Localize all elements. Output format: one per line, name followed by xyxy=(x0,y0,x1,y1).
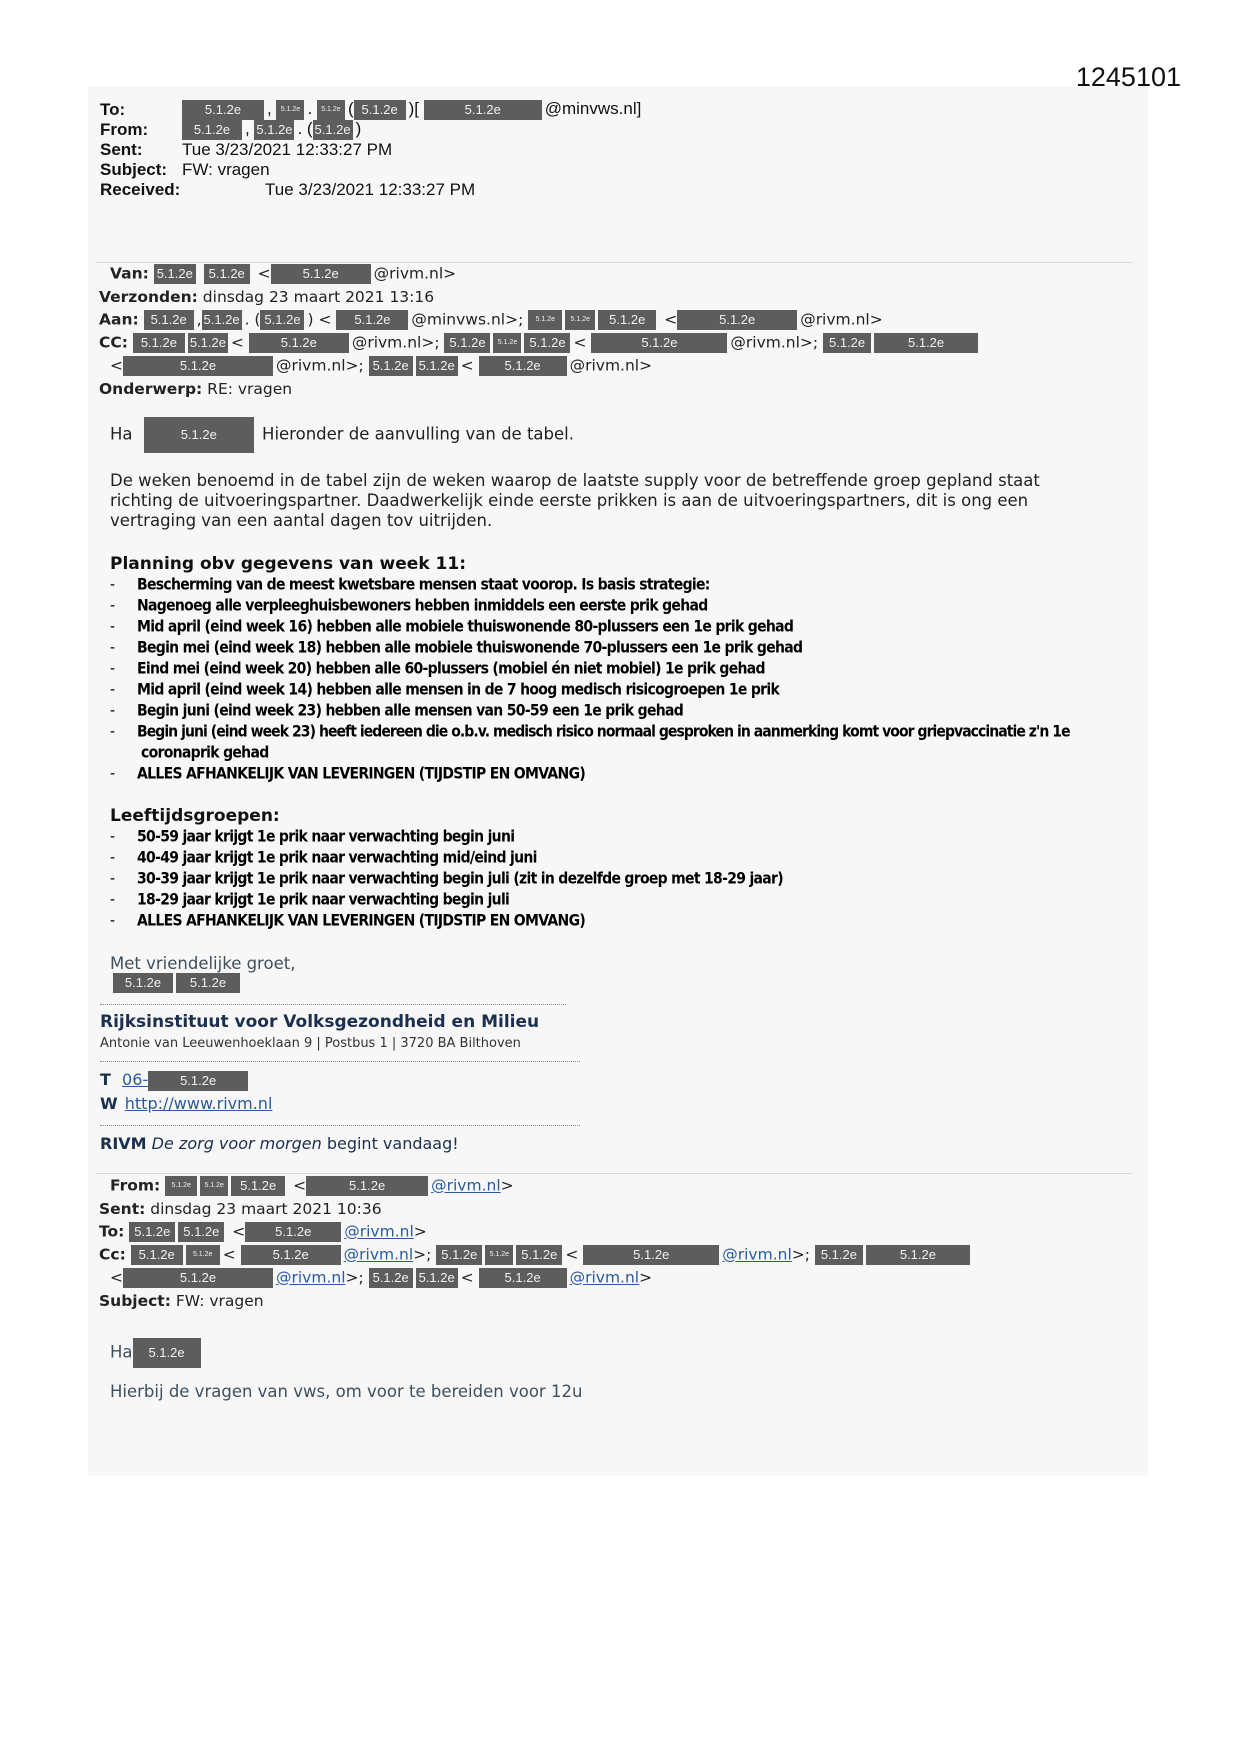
from-value: 5.1.2e , 5.1.2e . ( 5.1.2e ) xyxy=(182,119,361,140)
redaction: 5.1.2e xyxy=(131,1245,183,1265)
redaction: 5.1.2e xyxy=(866,1245,970,1265)
redaction: 5.1.2e xyxy=(516,1245,562,1265)
subject-label-2: Subject: xyxy=(99,1292,171,1310)
redaction: 5.1.2e xyxy=(823,333,871,353)
redaction: 5.1.2e xyxy=(416,1268,458,1288)
received-label: Received: xyxy=(100,180,181,199)
redaction: 5.1.2e xyxy=(493,333,521,353)
redaction: 5.1.2e xyxy=(186,1245,220,1265)
redaction: 5.1.2e xyxy=(202,310,242,330)
list-item: - ALLES AFHANKELIJK VAN LEVERINGEN (TIJDSTIP EN OMVANG) xyxy=(110,912,586,930)
greeting-prefix: Ha xyxy=(110,424,133,444)
to-value: 5.1.2e , 5.1.2e . 5.1.2e ( 5.1.2e )[ 5.1.2e @minvws.nl] xyxy=(182,99,641,120)
redaction: 5.1.2e xyxy=(317,100,345,120)
list-item-continued: coronaprik gehad xyxy=(141,744,269,762)
leeftijd-title: Leeftijdsgroepen: xyxy=(110,806,280,826)
redaction: 5.1.2e xyxy=(313,120,353,140)
signature-name xyxy=(113,973,243,993)
redaction: 5.1.2e xyxy=(182,120,242,140)
phone-prefix[interactable]: 06- xyxy=(122,1070,149,1089)
web-label: W xyxy=(100,1094,118,1113)
aan-label: Aan: xyxy=(99,310,139,329)
redaction: 5.1.2e xyxy=(249,333,349,353)
cc-email-2d[interactable]: @rivm.nl xyxy=(569,1268,640,1287)
redaction: 5.1.2e xyxy=(148,1071,248,1091)
cc-rivm-2: @rivm.nl>; xyxy=(730,333,819,352)
redaction: 5.1.2e xyxy=(598,310,656,330)
subject-label: Subject: xyxy=(100,160,168,179)
phone-label: T xyxy=(100,1070,111,1089)
list-item: - 30-39 jaar krijgt 1e prik naar verwachting begin juli (zit in dezelfde groep met 18-29 jaar) xyxy=(110,870,783,888)
cc-row-2: Cc: 5.1.2e 5.1.2e < 5.1.2e @rivm.nl>; 5.1.2e 5.1.2e 5.1.2e < 5.1.2e @rivm.nl>; 5.1.2e 5.1.2e xyxy=(99,1245,973,1265)
dotted-divider xyxy=(100,1061,580,1062)
redaction: 5.1.2e xyxy=(436,1245,482,1265)
greeting-line xyxy=(110,417,574,453)
separator xyxy=(96,262,1132,263)
redaction: 5.1.2e xyxy=(260,310,304,330)
redaction: 5.1.2e xyxy=(254,120,294,140)
cc-rivm-4: @rivm.nl> xyxy=(569,356,653,375)
from-email-2[interactable]: @rivm.nl xyxy=(431,1176,501,1195)
redaction: 5.1.2e xyxy=(479,1268,567,1288)
greeting-prefix-2: Ha xyxy=(110,1342,133,1362)
subject-value-2: FW: vragen xyxy=(175,1292,264,1310)
redaction: 5.1.2e xyxy=(182,100,264,120)
subject-row-2 xyxy=(99,1292,264,1310)
verzonden-label: Verzonden: xyxy=(99,288,198,306)
list-item: - Eind mei (eind week 20) hebben alle 60-plussers (mobiel én niet mobiel) 1e prik gehad xyxy=(110,660,765,678)
redaction: 5.1.2e xyxy=(874,333,978,353)
redaction: 5.1.2e xyxy=(815,1245,863,1265)
cc-label-2: Cc: xyxy=(99,1245,126,1264)
redaction: 5.1.2e xyxy=(565,310,595,330)
list-item: - Nagenoeg alle verpleeghuisbewoners hebben inmiddels een eerste prik gehad xyxy=(110,597,708,615)
redaction: 5.1.2e xyxy=(144,417,254,453)
verzonden-value: dinsdag 23 maart 2021 13:16 xyxy=(202,288,435,306)
to-row-2: To: 5.1.2e 5.1.2e < 5.1.2e @rivm.nl> xyxy=(99,1222,427,1241)
dotted-divider xyxy=(100,1125,580,1126)
received-value: Tue 3/23/2021 12:33:27 PM xyxy=(265,180,476,199)
redaction: 5.1.2e xyxy=(144,310,194,330)
cc-row: CC: 5.1.2e 5.1.2e < 5.1.2e @rivm.nl>; 5.1.2e 5.1.2e 5.1.2e < 5.1.2e @rivm.nl>; 5.1.2e 5.1.2e xyxy=(99,333,981,353)
from-row-2: From: 5.1.2e 5.1.2e 5.1.2e < 5.1.2e @rivm.nl> xyxy=(110,1176,514,1195)
document-number: 1245101 xyxy=(1075,62,1181,92)
web-row xyxy=(100,1094,272,1113)
redaction: 5.1.2e xyxy=(369,1268,413,1288)
sent-label-2: Sent: xyxy=(99,1200,146,1218)
planning-title: Planning obv gegevens van week 11: xyxy=(110,554,466,574)
cc-rivm-3: @rivm.nl>; xyxy=(276,356,364,375)
list-item: - Begin juni (eind week 23) heeft iedereen die o.b.v. medisch risico normaal gesproken in aanmerking komt voor griepvaccinatie z'n 1e xyxy=(110,723,1070,741)
cc-row-2-continued: < 5.1.2e @rivm.nl>; 5.1.2e 5.1.2e < 5.1.2e @rivm.nl> xyxy=(110,1268,653,1287)
paragraph-line-1: De weken benoemd in de tabel zijn de weken waarop de laatste supply voor de betreffende groep gepland staat xyxy=(110,471,1040,490)
redaction: 5.1.2e xyxy=(188,333,228,353)
to-label: To: xyxy=(100,100,126,119)
paragraph-line-2: richting de uitvoeringspartner. Daadwerkelijk einde eerste prikken is aan de uitvoeringspartners, dit is ong een xyxy=(110,491,1029,510)
redaction: 5.1.2e xyxy=(231,1176,285,1196)
from-label-2: From: xyxy=(110,1176,161,1195)
redaction: 5.1.2e xyxy=(591,333,727,353)
aan-rivm: @rivm.nl> xyxy=(800,310,883,329)
dotted-divider xyxy=(100,1004,566,1005)
paragraph-line-3: vertraging van een aantal dagen tov uitrijden. xyxy=(110,511,493,530)
redaction: 5.1.2e xyxy=(123,356,273,376)
sent-value-2: dinsdag 23 maart 2021 10:36 xyxy=(150,1200,382,1218)
redaction: 5.1.2e xyxy=(276,100,304,120)
list-item: - 18-29 jaar krijgt 1e prik naar verwachting begin juli xyxy=(110,891,510,909)
aan-minvws: @minvws.nl>; xyxy=(411,310,524,329)
tagline xyxy=(100,1134,459,1153)
tagline-italic: De zorg voor morgen xyxy=(151,1134,322,1153)
onderwerp-label: Onderwerp: xyxy=(99,380,203,398)
cc-label: CC: xyxy=(99,333,128,352)
redaction: 5.1.2e xyxy=(369,356,413,376)
cc-rivm-1: @rivm.nl>; xyxy=(351,333,440,352)
van-label: Van: xyxy=(110,264,149,283)
cc-email-2c[interactable]: @rivm.nl xyxy=(276,1268,346,1287)
redaction: 5.1.2e xyxy=(354,100,406,120)
redaction: 5.1.2e xyxy=(444,333,490,353)
redaction: 5.1.2e xyxy=(416,356,458,376)
redaction: 5.1.2e xyxy=(485,1245,513,1265)
redaction: 5.1.2e xyxy=(677,310,797,330)
list-item: - Mid april (eind week 14) hebben alle mensen in de 7 hoog medisch risicogroepen 1e prik xyxy=(110,681,780,699)
redaction: 5.1.2e xyxy=(524,333,570,353)
to-label-2: To: xyxy=(99,1222,125,1241)
from-label: From: xyxy=(100,120,149,139)
redaction: 5.1.2e xyxy=(133,333,185,353)
separator xyxy=(96,1173,1132,1174)
redaction: 5.1.2e xyxy=(336,310,408,330)
to-email-2[interactable]: @rivm.nl xyxy=(344,1222,414,1241)
aan-row: Aan: 5.1.2e , 5.1.2e . ( 5.1.2e ) < 5.1.2e @minvws.nl>; 5.1.2e 5.1.2e 5.1.2e < 5.1.2e @rivm.nl> xyxy=(99,310,883,329)
redaction: 5.1.2e xyxy=(528,310,562,330)
greeting-line-2 xyxy=(110,1338,204,1368)
redaction: 5.1.2e xyxy=(241,1245,341,1265)
sent-row-2 xyxy=(99,1200,382,1218)
redaction: 5.1.2e xyxy=(129,1222,175,1242)
van-row: Van: 5.1.2e 5.1.2e < 5.1.2e @rivm.nl> xyxy=(110,264,457,283)
intro-text: Hieronder de aanvulling van de tabel. xyxy=(262,424,574,444)
phone-row xyxy=(100,1070,251,1091)
onderwerp-row xyxy=(99,380,292,398)
redaction: 5.1.2e xyxy=(204,264,250,284)
list-item: - Begin mei (eind week 18) hebben alle mobiele thuiswonende 70-plussers een 1e prik gehad xyxy=(110,639,803,657)
org-address: Antonie van Leeuwenhoeklaan 9 | Postbus 1 | 3720 BA Bilthoven xyxy=(100,1036,521,1051)
sent-label: Sent: xyxy=(100,140,143,159)
list-item: - ALLES AFHANKELIJK VAN LEVERINGEN (TIJDSTIP EN OMVANG) xyxy=(110,765,586,783)
tagline-rest: begint vandaag! xyxy=(326,1134,459,1153)
list-item: - Begin juni (eind week 23) hebben alle mensen van 50-59 een 1e prik gehad xyxy=(110,702,684,720)
website-link[interactable]: http://www.rivm.nl xyxy=(124,1094,273,1113)
redaction: 5.1.2e xyxy=(306,1176,428,1196)
redaction: 5.1.2e xyxy=(200,1176,228,1196)
redaction: 5.1.2e xyxy=(176,973,240,993)
list-item: - Bescherming van de meest kwetsbare mensen staat voorop. Is basis strategie: xyxy=(110,576,710,594)
redaction: 5.1.2e xyxy=(479,356,567,376)
closing: Met vriendelijke groet, xyxy=(110,954,296,973)
redaction: 5.1.2e xyxy=(271,264,371,284)
list-item: - 50-59 jaar krijgt 1e prik naar verwachting begin juni xyxy=(110,828,515,846)
van-suffix: @rivm.nl> xyxy=(373,264,457,283)
list-item: - Mid april (eind week 16) hebben alle mobiele thuiswonende 80-plussers een 1e prik gehad xyxy=(110,618,794,636)
tagline-org: RIVM xyxy=(100,1134,147,1153)
list-item: - 40-49 jaar krijgt 1e prik naar verwachting mid/eind juni xyxy=(110,849,537,867)
redaction: 5.1.2e xyxy=(154,264,196,284)
redaction: 5.1.2e xyxy=(245,1222,341,1242)
redaction: 5.1.2e xyxy=(165,1176,197,1196)
cc-email-2b[interactable]: @rivm.nl xyxy=(722,1245,792,1264)
body-text-2: Hierbij de vragen van vws, om voor te bereiden voor 12u xyxy=(110,1382,583,1401)
cc-row-continued: < 5.1.2e @rivm.nl>; 5.1.2e 5.1.2e < 5.1.2e @rivm.nl> xyxy=(110,356,653,375)
redaction: 5.1.2e xyxy=(178,1222,224,1242)
redaction: 5.1.2e xyxy=(583,1245,719,1265)
to-suffix: @minvws.nl] xyxy=(544,99,642,118)
redaction: 5.1.2e xyxy=(113,973,173,993)
redaction: 5.1.2e xyxy=(123,1268,273,1288)
subject-value: FW: vragen xyxy=(182,160,270,179)
cc-email-2a[interactable]: @rivm.nl xyxy=(343,1245,414,1264)
onderwerp-value: RE: vragen xyxy=(207,380,293,398)
redaction: 5.1.2e xyxy=(133,1338,201,1368)
verzonden-row xyxy=(99,288,434,306)
redaction: 5.1.2e xyxy=(424,100,542,120)
sent-value: Tue 3/23/2021 12:33:27 PM xyxy=(182,140,393,159)
org-name: Rijksinstituut voor Volksgezondheid en Milieu xyxy=(100,1012,540,1032)
